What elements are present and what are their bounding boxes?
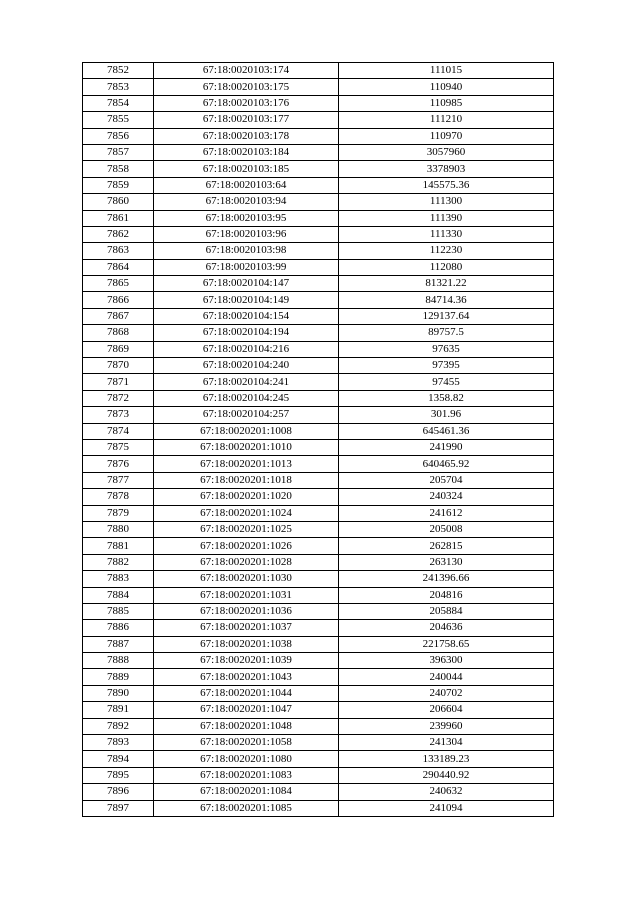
- row-number-cell: 7872: [83, 390, 154, 406]
- table-row: [83, 374, 554, 390]
- cadastral-number-cell: 67:18:0020201:1030: [154, 571, 339, 587]
- row-number-cell: 7853: [83, 79, 154, 95]
- cadastral-value-cell: 240324: [339, 489, 554, 505]
- cadastral-value-cell: 206604: [339, 702, 554, 718]
- row-number-cell: 7867: [83, 308, 154, 324]
- cadastral-number-cell: 67:18:0020104:154: [154, 308, 339, 324]
- cadastral-value-cell: 1358.82: [339, 390, 554, 406]
- cadastral-value-cell: 110970: [339, 128, 554, 144]
- cadastral-value-cell: 240632: [339, 784, 554, 800]
- row-number-cell: 7868: [83, 325, 154, 341]
- row-number-cell: 7885: [83, 603, 154, 619]
- cadastral-number-cell: 67:18:0020201:1038: [154, 636, 339, 652]
- row-number-cell: 7861: [83, 210, 154, 226]
- cadastral-number-cell: 67:18:0020201:1025: [154, 521, 339, 537]
- cadastral-value-cell: 290440.92: [339, 767, 554, 783]
- cadastral-value-cell: 205704: [339, 472, 554, 488]
- cadastral-number-cell: 67:18:0020103:95: [154, 210, 339, 226]
- table-row: [83, 587, 554, 603]
- cadastral-number-cell: 67:18:0020201:1018: [154, 472, 339, 488]
- table-row: [83, 702, 554, 718]
- table-row: [83, 161, 554, 177]
- table-row: [83, 538, 554, 554]
- table-body: [83, 63, 554, 817]
- table-row: [83, 358, 554, 374]
- table-row: [83, 308, 554, 324]
- cadastral-value-cell: 640465.92: [339, 456, 554, 472]
- cadastral-value-cell: 239960: [339, 718, 554, 734]
- table-row: [83, 112, 554, 128]
- cadastral-number-cell: 67:18:0020103:64: [154, 177, 339, 193]
- table-row: [83, 407, 554, 423]
- cadastral-value-cell: 111390: [339, 210, 554, 226]
- row-number-cell: 7858: [83, 161, 154, 177]
- cadastral-number-cell: 67:18:0020104:240: [154, 358, 339, 374]
- cadastral-number-cell: 67:18:0020201:1047: [154, 702, 339, 718]
- table-row: [83, 669, 554, 685]
- cadastral-number-cell: 67:18:0020201:1083: [154, 767, 339, 783]
- table-row: [83, 718, 554, 734]
- table-row: [83, 784, 554, 800]
- cadastral-value-cell: 3378903: [339, 161, 554, 177]
- table-row: [83, 292, 554, 308]
- row-number-cell: 7859: [83, 177, 154, 193]
- cadastral-value-cell: 145575.36: [339, 177, 554, 193]
- row-number-cell: 7854: [83, 95, 154, 111]
- cadastral-value-cell: 112080: [339, 259, 554, 275]
- cadastral-value-cell: 133189.23: [339, 751, 554, 767]
- cadastral-number-cell: 67:18:0020103:175: [154, 79, 339, 95]
- cadastral-value-cell: 110985: [339, 95, 554, 111]
- cadastral-value-cell: 97395: [339, 358, 554, 374]
- row-number-cell: 7881: [83, 538, 154, 554]
- cadastral-number-cell: 67:18:0020104:241: [154, 374, 339, 390]
- cadastral-value-cell: 111210: [339, 112, 554, 128]
- row-number-cell: 7866: [83, 292, 154, 308]
- cadastral-value-cell: 111300: [339, 194, 554, 210]
- table-row: [83, 390, 554, 406]
- cadastral-number-cell: 67:18:0020201:1013: [154, 456, 339, 472]
- cadastral-value-cell: 111015: [339, 63, 554, 79]
- row-number-cell: 7888: [83, 653, 154, 669]
- cadastral-number-cell: 67:18:0020103:177: [154, 112, 339, 128]
- cadastral-number-cell: 67:18:0020104:149: [154, 292, 339, 308]
- cadastral-number-cell: 67:18:0020201:1031: [154, 587, 339, 603]
- cadastral-number-cell: 67:18:0020201:1085: [154, 800, 339, 816]
- table-row: [83, 456, 554, 472]
- cadastral-value-cell: 241396.66: [339, 571, 554, 587]
- table-row: [83, 177, 554, 193]
- cadastral-value-cell: 84714.36: [339, 292, 554, 308]
- table-row: [83, 194, 554, 210]
- cadastral-number-cell: 67:18:0020104:147: [154, 276, 339, 292]
- table-row: [83, 423, 554, 439]
- row-number-cell: 7887: [83, 636, 154, 652]
- cadastral-value-cell: 111330: [339, 226, 554, 242]
- row-number-cell: 7874: [83, 423, 154, 439]
- row-number-cell: 7857: [83, 144, 154, 160]
- cadastral-number-cell: 67:18:0020103:178: [154, 128, 339, 144]
- cadastral-value-cell: 241094: [339, 800, 554, 816]
- cadastral-value-cell: 204636: [339, 620, 554, 636]
- cadastral-number-cell: 67:18:0020201:1010: [154, 439, 339, 455]
- row-number-cell: 7896: [83, 784, 154, 800]
- cadastral-value-cell: 205008: [339, 521, 554, 537]
- cadastral-value-table: [82, 62, 554, 817]
- row-number-cell: 7884: [83, 587, 154, 603]
- cadastral-value-cell: 240044: [339, 669, 554, 685]
- cadastral-value-cell: 241990: [339, 439, 554, 455]
- table-row: [83, 800, 554, 816]
- cadastral-number-cell: 67:18:0020103:98: [154, 243, 339, 259]
- cadastral-value-cell: 241304: [339, 735, 554, 751]
- row-number-cell: 7856: [83, 128, 154, 144]
- cadastral-value-cell: 396300: [339, 653, 554, 669]
- cadastral-number-cell: 67:18:0020201:1026: [154, 538, 339, 554]
- table-row: [83, 489, 554, 505]
- cadastral-number-cell: 67:18:0020201:1084: [154, 784, 339, 800]
- table-row: [83, 685, 554, 701]
- cadastral-number-cell: 67:18:0020201:1028: [154, 554, 339, 570]
- cadastral-number-cell: 67:18:0020103:99: [154, 259, 339, 275]
- row-number-cell: 7892: [83, 718, 154, 734]
- table-row: [83, 63, 554, 79]
- table-row: [83, 210, 554, 226]
- table-row: [83, 128, 554, 144]
- table-row: [83, 521, 554, 537]
- row-number-cell: 7883: [83, 571, 154, 587]
- row-number-cell: 7897: [83, 800, 154, 816]
- table-row: [83, 620, 554, 636]
- row-number-cell: 7875: [83, 439, 154, 455]
- row-number-cell: 7882: [83, 554, 154, 570]
- table-row: [83, 554, 554, 570]
- table-row: [83, 276, 554, 292]
- table-row: [83, 767, 554, 783]
- row-number-cell: 7863: [83, 243, 154, 259]
- table-row: [83, 636, 554, 652]
- cadastral-value-cell: 205884: [339, 603, 554, 619]
- row-number-cell: 7895: [83, 767, 154, 783]
- table-row: [83, 259, 554, 275]
- cadastral-value-cell: 645461.36: [339, 423, 554, 439]
- row-number-cell: 7876: [83, 456, 154, 472]
- cadastral-number-cell: 67:18:0020201:1024: [154, 505, 339, 521]
- table-row: [83, 439, 554, 455]
- table-row: [83, 472, 554, 488]
- row-number-cell: 7894: [83, 751, 154, 767]
- row-number-cell: 7870: [83, 358, 154, 374]
- row-number-cell: 7860: [83, 194, 154, 210]
- row-number-cell: 7862: [83, 226, 154, 242]
- row-number-cell: 7865: [83, 276, 154, 292]
- cadastral-number-cell: 67:18:0020103:176: [154, 95, 339, 111]
- table-row: [83, 325, 554, 341]
- row-number-cell: 7852: [83, 63, 154, 79]
- cadastral-value-cell: 110940: [339, 79, 554, 95]
- cadastral-value-cell: 240702: [339, 685, 554, 701]
- cadastral-value-cell: 129137.64: [339, 308, 554, 324]
- cadastral-value-cell: 97455: [339, 374, 554, 390]
- cadastral-number-cell: 67:18:0020201:1043: [154, 669, 339, 685]
- row-number-cell: 7893: [83, 735, 154, 751]
- row-number-cell: 7890: [83, 685, 154, 701]
- cadastral-number-cell: 67:18:0020201:1039: [154, 653, 339, 669]
- cadastral-number-cell: 67:18:0020104:245: [154, 390, 339, 406]
- cadastral-number-cell: 67:18:0020104:216: [154, 341, 339, 357]
- cadastral-value-cell: 262815: [339, 538, 554, 554]
- row-number-cell: 7886: [83, 620, 154, 636]
- table-row: [83, 95, 554, 111]
- cadastral-value-cell: 89757.5: [339, 325, 554, 341]
- cadastral-number-cell: 67:18:0020201:1058: [154, 735, 339, 751]
- cadastral-number-cell: 67:18:0020103:184: [154, 144, 339, 160]
- cadastral-value-cell: 112230: [339, 243, 554, 259]
- cadastral-number-cell: 67:18:0020201:1020: [154, 489, 339, 505]
- row-number-cell: 7869: [83, 341, 154, 357]
- row-number-cell: 7877: [83, 472, 154, 488]
- cadastral-number-cell: 67:18:0020103:185: [154, 161, 339, 177]
- cadastral-value-cell: 204816: [339, 587, 554, 603]
- row-number-cell: 7889: [83, 669, 154, 685]
- row-number-cell: 7878: [83, 489, 154, 505]
- cadastral-value-cell: 81321.22: [339, 276, 554, 292]
- table-row: [83, 144, 554, 160]
- cadastral-number-cell: 67:18:0020103:94: [154, 194, 339, 210]
- table-row: [83, 505, 554, 521]
- table-row: [83, 341, 554, 357]
- row-number-cell: 7879: [83, 505, 154, 521]
- cadastral-number-cell: 67:18:0020201:1037: [154, 620, 339, 636]
- cadastral-value-cell: 3057960: [339, 144, 554, 160]
- cadastral-value-cell: 97635: [339, 341, 554, 357]
- cadastral-value-cell: 221758.65: [339, 636, 554, 652]
- cadastral-number-cell: 67:18:0020103:174: [154, 63, 339, 79]
- row-number-cell: 7864: [83, 259, 154, 275]
- row-number-cell: 7855: [83, 112, 154, 128]
- cadastral-number-cell: 67:18:0020104:257: [154, 407, 339, 423]
- table-row: [83, 79, 554, 95]
- table-row: [83, 603, 554, 619]
- table-row: [83, 653, 554, 669]
- row-number-cell: 7871: [83, 374, 154, 390]
- cadastral-number-cell: 67:18:0020201:1080: [154, 751, 339, 767]
- cadastral-number-cell: 67:18:0020201:1044: [154, 685, 339, 701]
- cadastral-value-cell: 263130: [339, 554, 554, 570]
- row-number-cell: 7891: [83, 702, 154, 718]
- row-number-cell: 7880: [83, 521, 154, 537]
- cadastral-number-cell: 67:18:0020201:1036: [154, 603, 339, 619]
- table-row: [83, 226, 554, 242]
- cadastral-number-cell: 67:18:0020103:96: [154, 226, 339, 242]
- table-row: [83, 751, 554, 767]
- cadastral-value-cell: 301.96: [339, 407, 554, 423]
- table-row: [83, 735, 554, 751]
- table-row: [83, 571, 554, 587]
- row-number-cell: 7873: [83, 407, 154, 423]
- cadastral-number-cell: 67:18:0020201:1048: [154, 718, 339, 734]
- cadastral-number-cell: 67:18:0020201:1008: [154, 423, 339, 439]
- table-row: [83, 243, 554, 259]
- cadastral-value-cell: 241612: [339, 505, 554, 521]
- cadastral-number-cell: 67:18:0020104:194: [154, 325, 339, 341]
